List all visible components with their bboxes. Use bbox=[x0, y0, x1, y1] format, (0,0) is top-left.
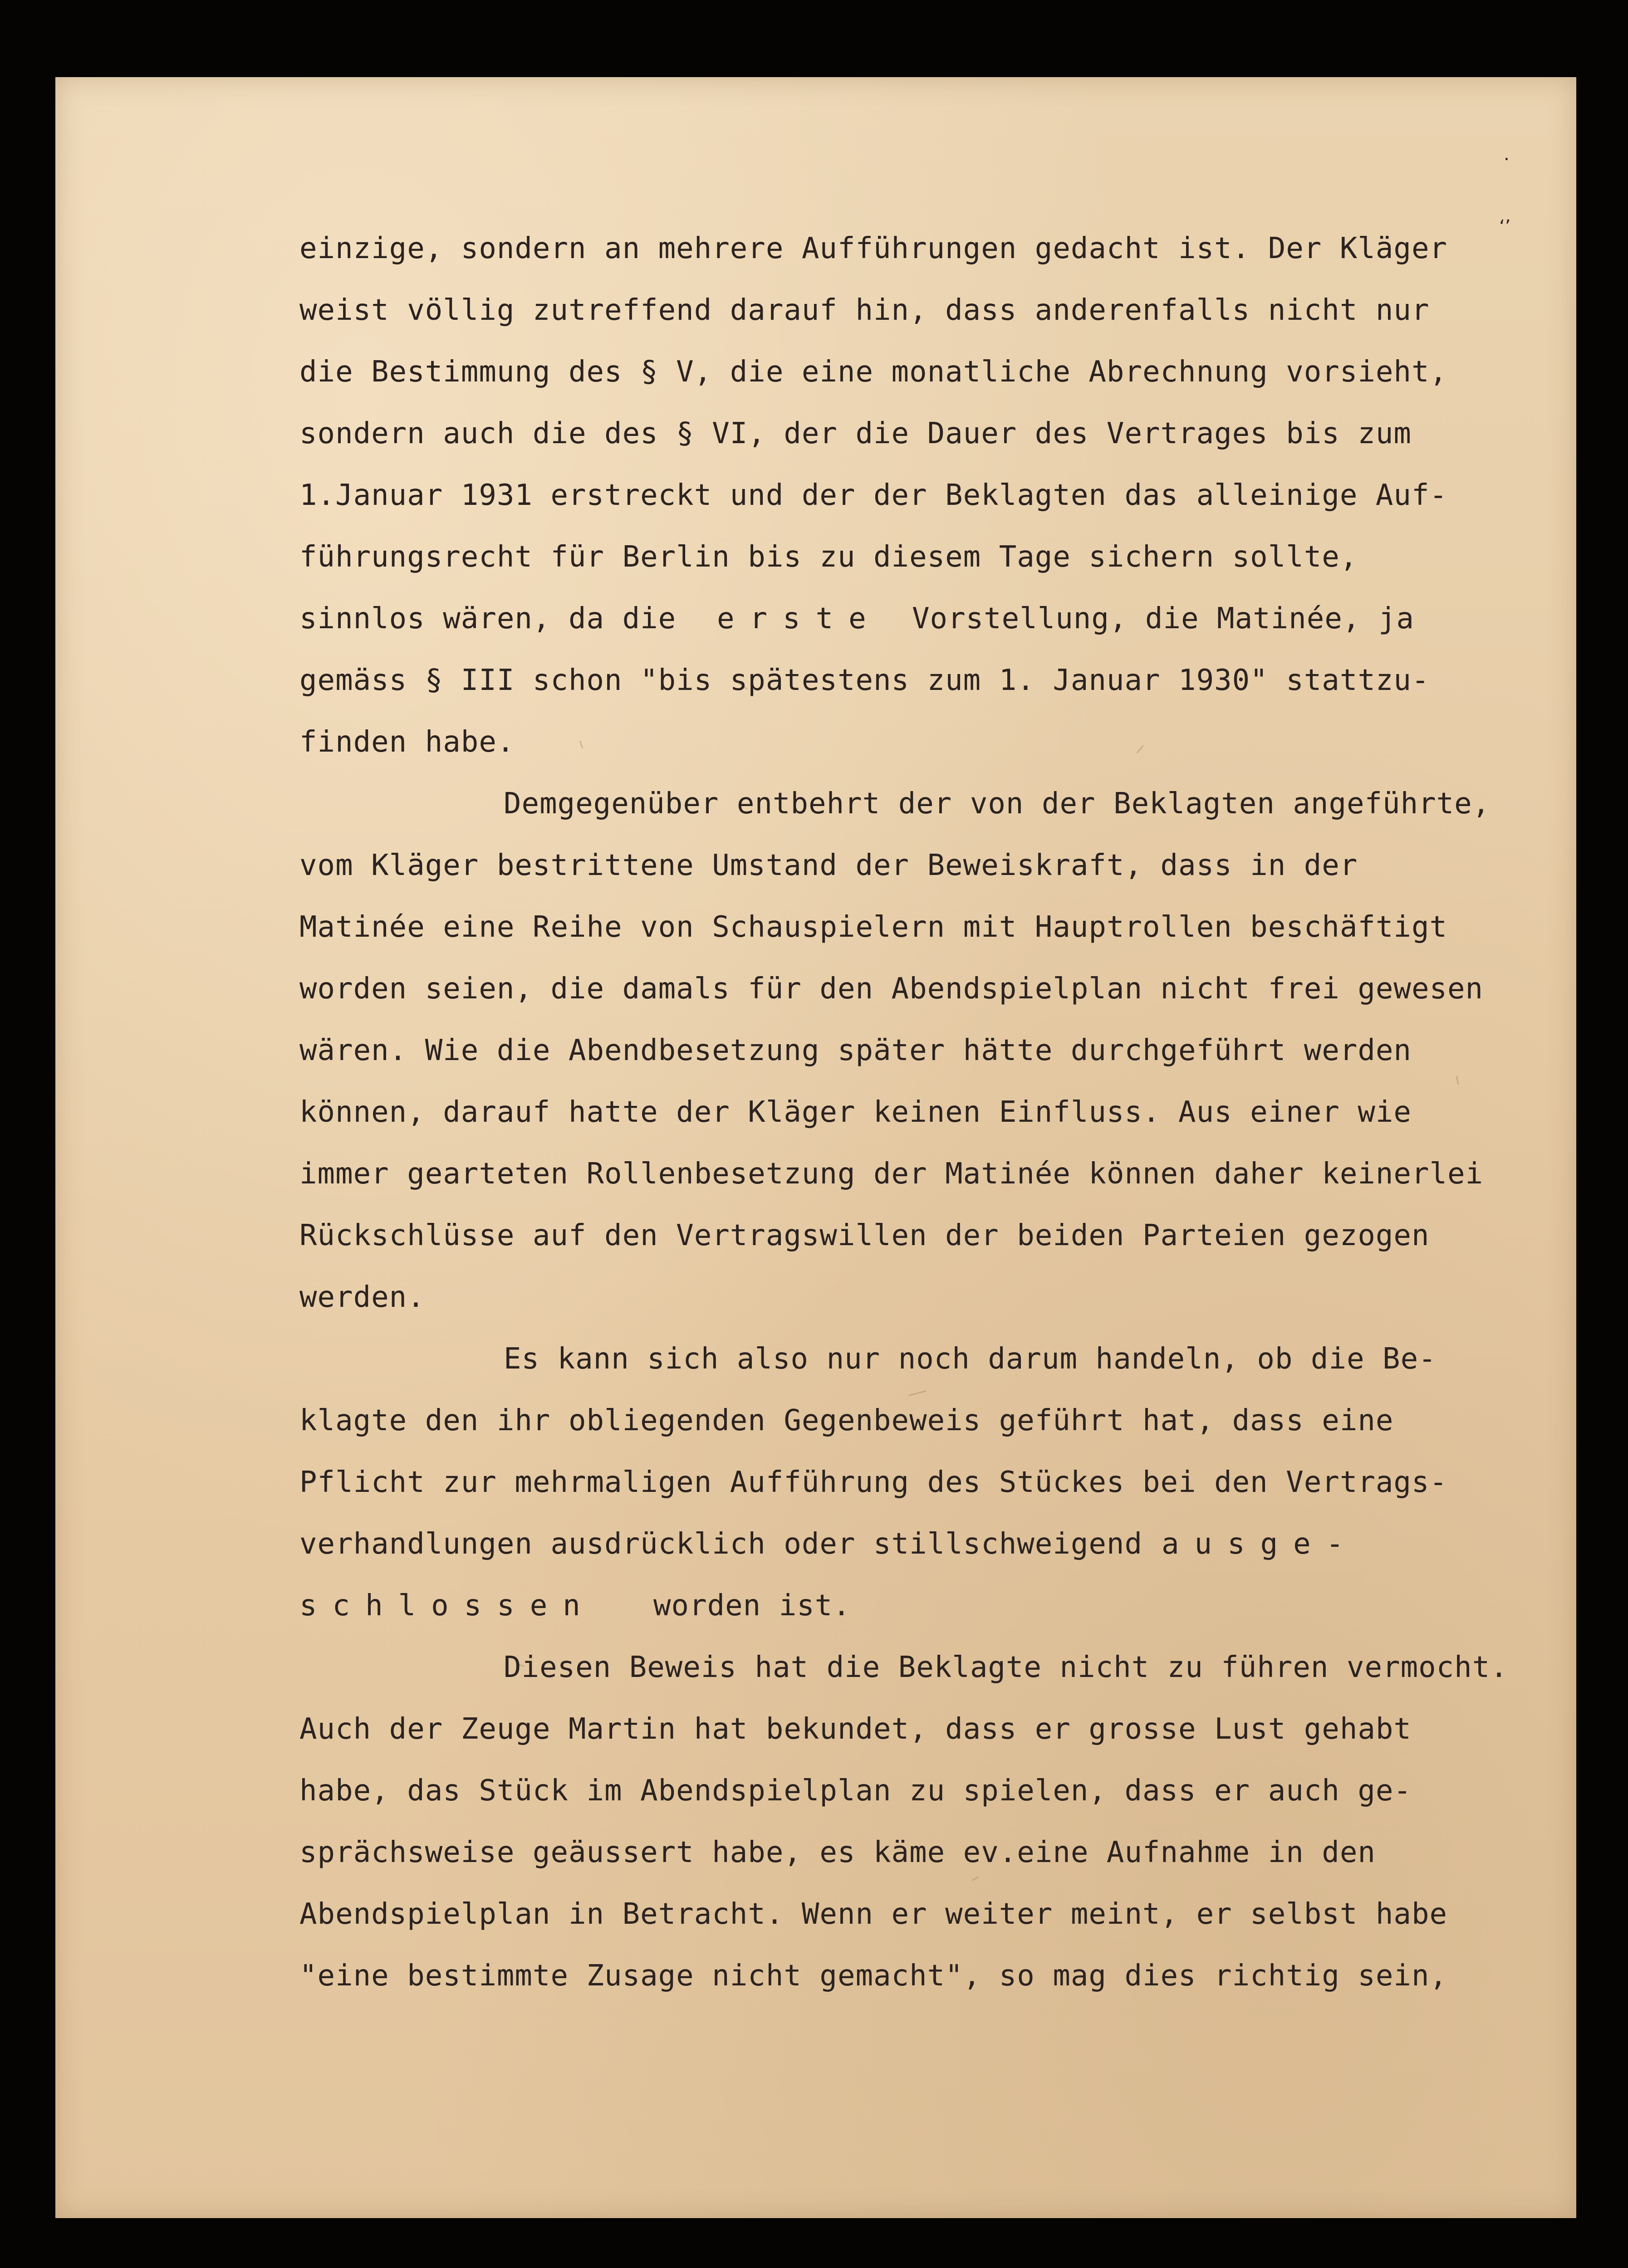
text-line: immer gearteten Rollenbesetzung der Matinée können daher keinerlei bbox=[299, 1157, 1484, 1191]
text-line: Pflicht zur mehrmaligen Aufführung des Stückes bei den Vertrags- bbox=[299, 1466, 1447, 1499]
document-body bbox=[299, 77, 1561, 2218]
text-line: sinnlos wären, da die bbox=[299, 602, 677, 635]
text-line: wären. Wie die Abendbesetzung später hätte durchgeführt werden bbox=[299, 1034, 1412, 1067]
text-line: vom Kläger bestrittene Umstand der Beweiskraft, dass in der bbox=[299, 849, 1358, 882]
text-line: führungsrecht für Berlin bis zu diesem Tage sichern sollte, bbox=[299, 540, 1358, 574]
text-line: sprächsweise geäussert habe, es käme ev.eine Aufnahme in den bbox=[299, 1836, 1376, 1869]
emphasized-word: ausge- bbox=[1162, 1527, 1359, 1561]
text-line: klagte den ihr obliegenden Gegenbeweis geführt hat, dass eine bbox=[299, 1404, 1394, 1437]
text-line: 1.Januar 1931 erstreckt und der der Beklagten das alleinige Auf- bbox=[299, 479, 1447, 512]
text-line: Abendspielplan in Betracht. Wenn er weiter meint, er selbst habe bbox=[299, 1897, 1447, 1931]
text-line: Matinée eine Reihe von Schauspielern mit Hauptrollen beschäftigt bbox=[299, 910, 1447, 944]
text-line: die Bestimmung des § V, die eine monatliche Abrechnung vorsieht, bbox=[299, 355, 1447, 389]
text-line: habe, das Stück im Abendspielplan zu spielen, dass er auch ge- bbox=[299, 1774, 1412, 1808]
text-line: "eine bestimmte Zusage nicht gemacht", so mag dies richtig sein, bbox=[299, 1959, 1447, 1993]
corner-mark: . bbox=[1504, 144, 1510, 165]
paper-sheet bbox=[55, 77, 1576, 2218]
text-line: Es kann sich also nur noch darum handeln, ob die Be- bbox=[504, 1342, 1437, 1376]
text-line: worden ist. bbox=[653, 1589, 851, 1623]
text-line: Diesen Beweis hat die Beklagte nicht zu führen vermocht. bbox=[504, 1651, 1508, 1684]
text-line: verhandlungen ausdrücklich oder stillschweigend bbox=[299, 1527, 1143, 1561]
corner-mark: ‘’ bbox=[1499, 216, 1511, 237]
text-line: Demgegenüber entbehrt der von der Beklagten angeführte, bbox=[504, 787, 1491, 821]
text-line: weist völlig zutreffend darauf hin, dass anderenfalls nicht nur bbox=[299, 293, 1430, 327]
text-line: können, darauf hatte der Kläger keinen Einfluss. Aus einer wie bbox=[299, 1095, 1412, 1129]
emphasized-word: erste bbox=[717, 602, 882, 635]
text-line: Vorstellung, die Matinée, ja bbox=[912, 602, 1414, 635]
text-line: einzige, sondern an mehrere Aufführungen gedacht ist. Der Kläger bbox=[299, 232, 1447, 265]
text-line: Rückschlüsse auf den Vertragswillen der beiden Parteien gezogen bbox=[299, 1219, 1430, 1252]
text-line: finden habe. bbox=[299, 725, 515, 759]
text-line: worden seien, die damals für den Abendspielplan nicht frei gewesen bbox=[299, 972, 1484, 1006]
emphasized-word: schlossen bbox=[299, 1589, 596, 1623]
text-line: Auch der Zeuge Martin hat bekundet, dass er grosse Lust gehabt bbox=[299, 1712, 1412, 1746]
text-line: werden. bbox=[299, 1281, 425, 1314]
text-line: sondern auch die des § VI, der die Dauer des Vertrages bis zum bbox=[299, 417, 1412, 450]
text-line: gemäss § III schon "bis spätestens zum 1. Januar 1930" stattzu- bbox=[299, 664, 1430, 697]
